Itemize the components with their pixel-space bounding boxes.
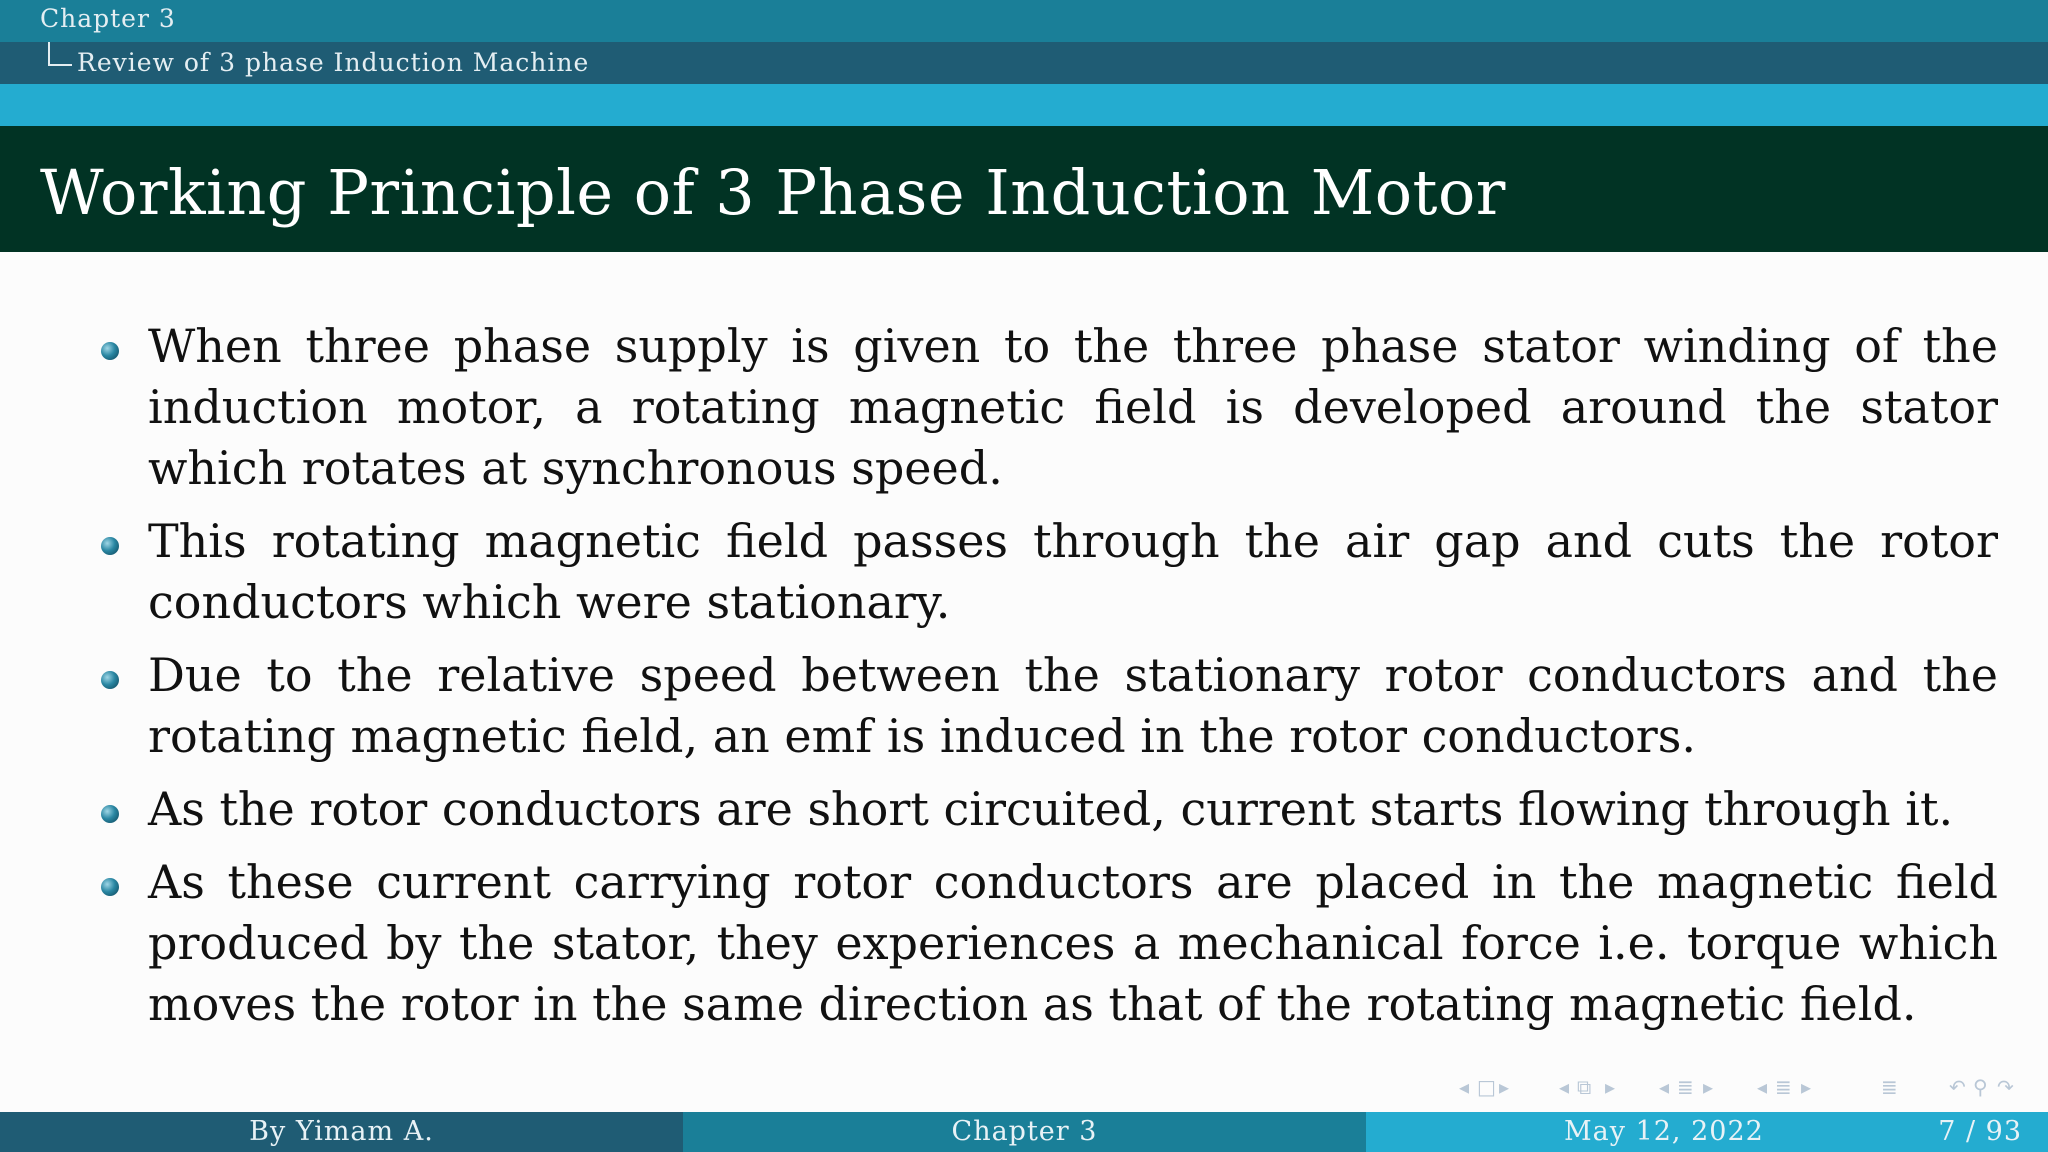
header-accent-bar [0, 84, 2048, 126]
bullet-text: When three phase supply is given to the three phase stator winding of the induction motor, a rotating magnetic field is developed around the stator which rotates at synchronous speed. [148, 319, 1998, 495]
bullet-text: As the rotor conductors are short circuited, current starts flowing through it. [148, 782, 1954, 836]
bullet-item [96, 852, 1998, 1035]
nav-prev-slide-icon[interactable]: ◂ [1459, 1075, 1470, 1099]
nav-prev-part-icon[interactable]: ◂ [1757, 1075, 1768, 1099]
bullet-item [96, 645, 1998, 767]
nav-toc-icon[interactable]: ≣ [1881, 1075, 1898, 1099]
bullet-text: As these current carrying rotor conductors are placed in the magnetic field produced by the stator, they experiences a mechanical force i.e. torque which moves the rotor in the same direction as that of the rotating magnetic field. [148, 855, 1998, 1031]
slide-content [0, 252, 2048, 1112]
nav-back-icon[interactable]: ↶ [1949, 1075, 1966, 1099]
footer-date-page [1366, 1112, 2048, 1152]
frame-title-bar [0, 126, 2048, 252]
footer-page-number: 7 / 93 [1938, 1116, 2022, 1147]
header-chapter-link[interactable]: Chapter 3 [40, 4, 176, 33]
nav-forward-icon[interactable]: ↷ [1997, 1075, 2014, 1099]
header-section-bar [0, 42, 2048, 84]
bullet-icon [101, 671, 119, 689]
nav-prev-section-icon[interactable]: ◂ [1659, 1075, 1670, 1099]
footer-date: May 12, 2022 [1564, 1116, 1764, 1147]
frame-title: Working Principle of 3 Phase Induction Motor [40, 156, 1506, 229]
bullet-text: This rotating magnetic field passes through the air gap and cuts the rotor conductors which were stationary. [148, 514, 1998, 629]
footer [0, 1112, 2048, 1152]
bullet-icon [101, 878, 119, 896]
bullet-list [96, 316, 1998, 1047]
footer-chapter [683, 1112, 1366, 1152]
header-section-link[interactable]: Review of 3 phase Induction Machine [77, 48, 590, 77]
bullet-item [96, 511, 1998, 633]
tree-connector-icon [48, 42, 72, 66]
bullet-icon [101, 342, 119, 360]
nav-frame-icon[interactable]: □ [1477, 1075, 1496, 1099]
bullet-icon [101, 805, 119, 823]
nav-next-part-icon[interactable]: ▸ [1801, 1075, 1812, 1099]
nav-search-icon[interactable]: ⚲ [1973, 1075, 1988, 1099]
footer-author [0, 1112, 683, 1152]
nav-subsection-icon[interactable]: ⧉ [1577, 1075, 1592, 1099]
nav-next-slide-icon[interactable]: ▸ [1499, 1075, 1510, 1099]
bullet-text: Due to the relative speed between the stationary rotor conductors and the rotating magnetic field, an emf is induced in the rotor conductors. [148, 648, 1998, 763]
nav-section-icon[interactable]: ≣ [1677, 1075, 1694, 1099]
nav-part-icon[interactable]: ≣ [1775, 1075, 1792, 1099]
nav-next-subsection-icon[interactable]: ▸ [1605, 1075, 1616, 1099]
bullet-item [96, 316, 1998, 499]
bullet-item [96, 779, 1998, 840]
beamer-navigation [1455, 1075, 2035, 1103]
footer-chapter-text: Chapter 3 [951, 1116, 1098, 1147]
nav-next-section-icon[interactable]: ▸ [1703, 1075, 1714, 1099]
footer-author-text: By Yimam A. [249, 1116, 434, 1147]
header-chapter-bar [0, 0, 2048, 42]
bullet-icon [101, 537, 119, 555]
nav-prev-subsection-icon[interactable]: ◂ [1559, 1075, 1570, 1099]
